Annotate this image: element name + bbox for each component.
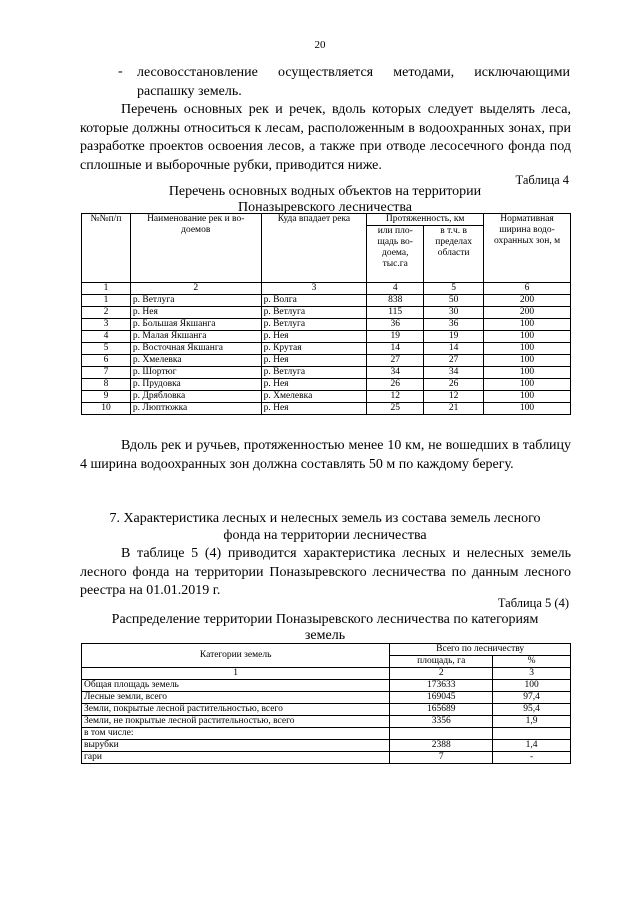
- page-number: 20: [314, 39, 326, 51]
- table4-title-line2: Поназыревского лесничества: [237, 200, 412, 215]
- zone-width: 200: [484, 295, 571, 307]
- row-number: 3: [82, 319, 131, 331]
- zone-width: 100: [484, 355, 571, 367]
- column-number: 3: [493, 668, 571, 680]
- water-objects-rows: [82, 295, 571, 415]
- bullet-text: [137, 64, 570, 101]
- length-km: 14: [367, 343, 424, 355]
- row-number: 10: [82, 403, 131, 415]
- zone-width: 100: [484, 319, 571, 331]
- zone-width: 200: [484, 307, 571, 319]
- table-row: [82, 367, 571, 379]
- flows-into: р. Волга: [261, 295, 367, 307]
- row-number: 9: [82, 391, 131, 403]
- area-ha: 3356: [390, 716, 493, 728]
- land-categories-table: [81, 643, 571, 764]
- row-number: 6: [82, 355, 131, 367]
- header-name: Наименование рек и во-доемов: [130, 214, 261, 283]
- header-width: Нормативная ширина водо-охранных зон, м: [484, 214, 571, 283]
- river-name: р. Прудовка: [130, 379, 261, 391]
- table-row: [82, 403, 571, 415]
- length-km: 26: [367, 379, 424, 391]
- river-name: р. Дрябловка: [130, 391, 261, 403]
- area-ha: 165689: [390, 704, 493, 716]
- row-number: 2: [82, 307, 131, 319]
- zone-width: 100: [484, 367, 571, 379]
- bullet-line-1: лесовосстановление осуществляется методами, исключающими: [137, 65, 570, 80]
- header-num: №№п/п: [82, 214, 131, 283]
- length-km: 19: [367, 331, 424, 343]
- section-7-line1: 7. Характеристика лесных и нелесных земель из состава земель лесного: [109, 511, 541, 526]
- flows-into: р. Крутая: [261, 343, 367, 355]
- length-in-region: 34: [424, 367, 484, 379]
- length-km: 12: [367, 391, 424, 403]
- area-pct: [493, 728, 571, 740]
- column-number: 3: [261, 283, 367, 295]
- table4-title: [80, 184, 570, 216]
- river-name: р. Большая Якшанга: [130, 319, 261, 331]
- river-name: р. Люптюжка: [130, 403, 261, 415]
- table-row: [82, 752, 571, 764]
- river-name: р. Ветлуга: [130, 295, 261, 307]
- table-row: [82, 343, 571, 355]
- header-pct: %: [493, 656, 571, 668]
- land-category: вырубки: [82, 740, 390, 752]
- flows-into: р. Нея: [261, 355, 367, 367]
- section-7-heading: [80, 510, 570, 544]
- length-km: 36: [367, 319, 424, 331]
- bullet-line-2: распашку земель.: [137, 83, 242, 99]
- header-category: Категории земель: [82, 644, 390, 668]
- paragraph-table5-intro: В таблице 5 (4) приводится характеристика лесных и нелесных земель лесного фонда на территории Поназыревского лесничества по данным лесного реестра на 01.01.2019 г.: [80, 546, 571, 598]
- length-km: 115: [367, 307, 424, 319]
- paragraph-rivers-intro: Перечень основных рек и речек, вдоль которых следует выделять леса, которые должны относиться к лесам, расположенным в водоохранных зонах, при разработке проектов освоения лесов, а также при отводе лесосечного фонда под сплошные и выборочные рубки, приводится ниже.: [80, 102, 571, 173]
- table-row: [82, 319, 571, 331]
- table-row: [82, 692, 571, 704]
- table4-title-line1: Перечень основных водных объектов на территории: [168, 184, 482, 199]
- row-number: 1: [82, 295, 131, 307]
- table-row: [82, 704, 571, 716]
- column-number: 4: [367, 283, 424, 295]
- table-row: [82, 379, 571, 391]
- area-ha: 173633: [390, 680, 493, 692]
- length-in-region: 26: [424, 379, 484, 391]
- table-row: [82, 295, 571, 307]
- column-number: 2: [390, 668, 493, 680]
- zone-width: 100: [484, 343, 571, 355]
- area-pct: 97,4: [493, 692, 571, 704]
- zone-width: 100: [484, 403, 571, 415]
- header-length-region: в т.ч. в пределах области: [424, 226, 484, 283]
- area-pct: -: [493, 752, 571, 764]
- column-number: 1: [82, 283, 131, 295]
- land-category-rows: [82, 680, 571, 764]
- length-km: 838: [367, 295, 424, 307]
- area-pct: 1,4: [493, 740, 571, 752]
- land-category: гари: [82, 752, 390, 764]
- flows-into: р. Ветлуга: [261, 319, 367, 331]
- column-number-row: [82, 668, 571, 680]
- area-ha: 7: [390, 752, 493, 764]
- area-pct: 95,4: [493, 704, 571, 716]
- length-in-region: 14: [424, 343, 484, 355]
- table-row: [82, 331, 571, 343]
- flows-into: р. Ветлуга: [261, 367, 367, 379]
- table5-title: [80, 612, 570, 644]
- table5-title-line1: Распределение территории Поназыревского лесничества по категориям: [111, 612, 539, 627]
- paragraph-small-rivers: Вдоль рек и ручьев, протяженностью менее 10 км, не вошедших в таблицу 4 ширина водоохранных зон должна составлять 50 м по каждому берегу.: [80, 438, 571, 472]
- row-number: 7: [82, 367, 131, 379]
- header-length-total: или пло-щадь во-доема, тыс.га: [367, 226, 424, 283]
- flows-into: р. Ветлуга: [261, 307, 367, 319]
- zone-width: 100: [484, 379, 571, 391]
- river-name: р. Нея: [130, 307, 261, 319]
- length-km: 27: [367, 355, 424, 367]
- column-number: 5: [424, 283, 484, 295]
- river-name: р. Хмелевка: [130, 355, 261, 367]
- table-row: [82, 680, 571, 692]
- section-7-line2: фонда на территории лесничества: [223, 528, 427, 543]
- land-category: Земли, не покрытые лесной растительностью, всего: [82, 716, 390, 728]
- header-area: площадь, га: [390, 656, 493, 668]
- table-row: [82, 740, 571, 752]
- length-km: 34: [367, 367, 424, 379]
- land-category: Земли, покрытые лесной растительностью, всего: [82, 704, 390, 716]
- length-in-region: 19: [424, 331, 484, 343]
- river-name: р. Шортюг: [130, 367, 261, 379]
- river-name: р. Восточная Якшанга: [130, 343, 261, 355]
- table5-caption: Таблица 5 (4): [497, 596, 569, 610]
- table5-title-line2: земель: [304, 628, 346, 643]
- zone-width: 100: [484, 391, 571, 403]
- column-number: 1: [82, 668, 390, 680]
- table4-caption: Таблица 4: [515, 173, 569, 187]
- flows-into: р. Нея: [261, 379, 367, 391]
- area-pct: 100: [493, 680, 571, 692]
- length-in-region: 50: [424, 295, 484, 307]
- area-ha: 169045: [390, 692, 493, 704]
- length-in-region: 21: [424, 403, 484, 415]
- water-objects-table: [81, 213, 571, 415]
- area-ha: [390, 728, 493, 740]
- column-number: 6: [484, 283, 571, 295]
- row-number: 4: [82, 331, 131, 343]
- length-km: 25: [367, 403, 424, 415]
- land-category: в том числе:: [82, 728, 390, 740]
- land-category: Лесные земли, всего: [82, 692, 390, 704]
- row-number: 5: [82, 343, 131, 355]
- area-pct: 1,9: [493, 716, 571, 728]
- row-number: 8: [82, 379, 131, 391]
- river-name: р. Малая Якшанга: [130, 331, 261, 343]
- flows-into: р. Нея: [261, 403, 367, 415]
- header-total: Всего по лесничеству: [390, 644, 571, 656]
- column-number: 2: [130, 283, 261, 295]
- bullet-dash: -: [118, 64, 123, 79]
- land-category: Общая площадь земель: [82, 680, 390, 692]
- flows-into: р. Хмелевка: [261, 391, 367, 403]
- zone-width: 100: [484, 331, 571, 343]
- flows-into: р. Нея: [261, 331, 367, 343]
- column-number-row: [82, 283, 571, 295]
- table-row: [82, 307, 571, 319]
- length-in-region: 30: [424, 307, 484, 319]
- header-length: Протяженность, км: [367, 214, 484, 226]
- length-in-region: 12: [424, 391, 484, 403]
- area-ha: 2388: [390, 740, 493, 752]
- table-row: [82, 355, 571, 367]
- table-row: [82, 728, 571, 740]
- length-in-region: 27: [424, 355, 484, 367]
- header-flows: Куда впадает река: [261, 214, 367, 283]
- table-row: [82, 716, 571, 728]
- table-row: [82, 391, 571, 403]
- length-in-region: 36: [424, 319, 484, 331]
